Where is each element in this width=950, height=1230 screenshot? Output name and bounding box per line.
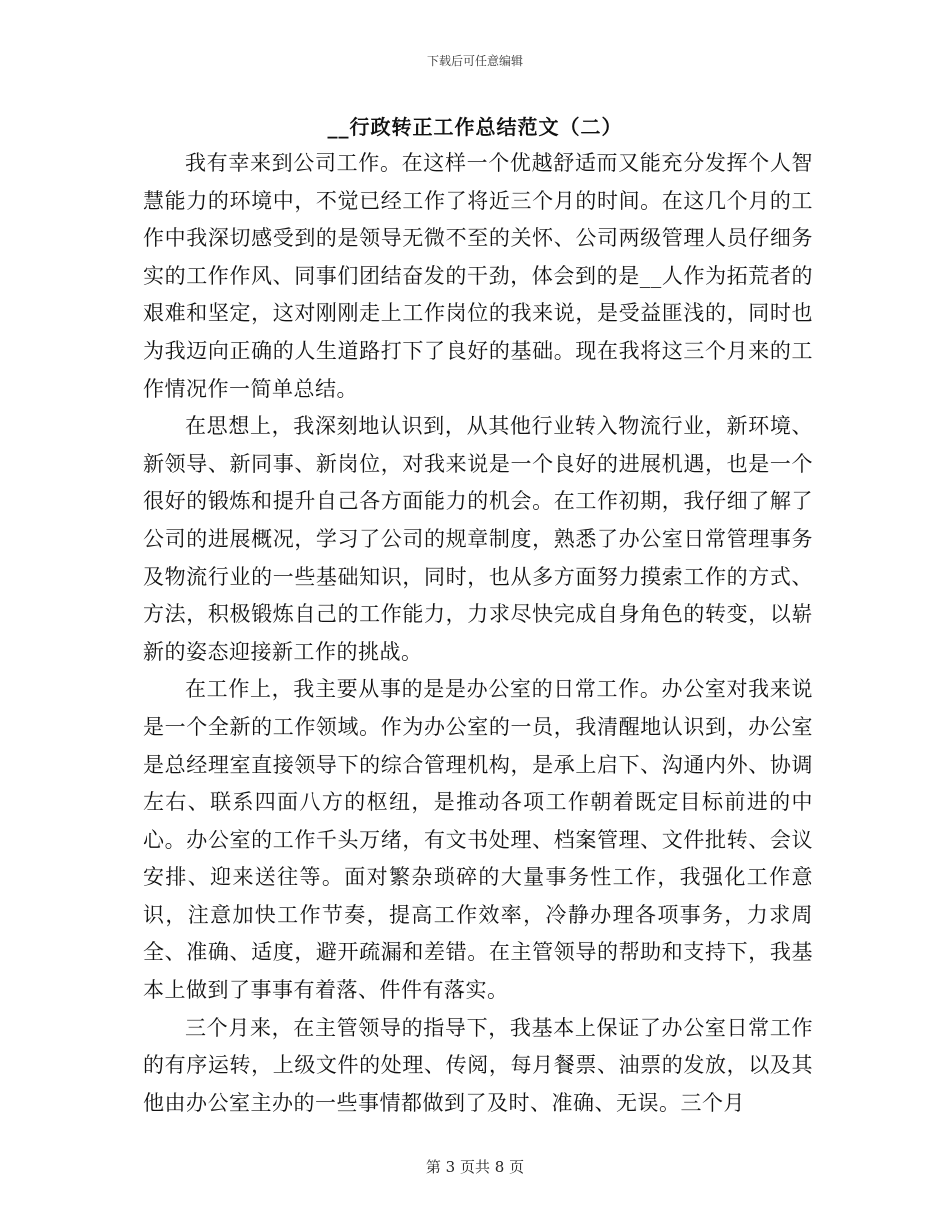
paragraph-3: 在工作上，我主要从事的是是办公室的日常工作。办公室对我来说是一个全新的工作领域。作为办公室的一员，我清醒地认识到，办公室是总经理室直接领导下的综合管理机构，是承上启下、沟通内外、协调左右、联系四面八方的枢纽，是推动各项工作朝着既定目标前进的中心。办公室的工作千头万绪，有文书处理、档案管理、文件批转、会议安排、迎来送往等。面对繁杂琐碎的大量事务性工作，我强化工作意识，注意加快工作节奏，提高工作效率，冷静办理各项事务，力求周全、准确、适度，避开疏漏和差错。在主管领导的帮助和支持下，我基本上做到了事事有着落、件件有落实。 [143,677,813,1003]
document-title: __行政转正工作总结范文（二） [327,115,623,139]
page-header-note: 下载后可任意编辑 [426,54,523,68]
document-body [143,145,813,1122]
paragraph-2: 在思想上，我深刻地认识到，从其他行业转入物流行业，新环境、新领导、新同事、新岗位，对我来说是一个良好的进展机遇，也是一个很好的锻炼和提升自己各方面能力的机会。在工作初期，我仔细了解了公司的进展概况，学习了公司的规章制度，熟悉了办公室日常管理事务及物流行业的一些基础知识，同时，也从多方面努力摸索工作的方式、方法，积极锻炼自己的工作能力，力求尽快完成自身角色的转变，以崭新的姿态迎接新工作的挑战。 [143,414,813,664]
paragraph-4: 三个月来，在主管领导的指导下，我基本上保证了办公室日常工作的有序运转，上级文件的处理、传阅，每月餐票、油票的发放，以及其他由办公室主办的一些事情都做到了及时、准确、无误。三个月 [143,1015,813,1115]
page-number: 第 3 页共 8 页 [425,1158,525,1176]
paragraph-1: 我有幸来到公司工作。在这样一个优越舒适而又能充分发挥个人智慧能力的环境中，不觉已经工作了将近三个月的时间。在这几个月的工作中我深切感受到的是领导无微不至的关怀、公司两级管理人员仔细务实的工作作风、同事们团结奋发的干劲，体会到的是__人作为拓荒者的艰难和坚定，这对刚刚走上工作岗位的我来说，是受益匪浅的，同时也为我迈向正确的人生道路打下了良好的基础。现在我将这三个月来的工作情况作一简单总结。 [143,151,813,401]
